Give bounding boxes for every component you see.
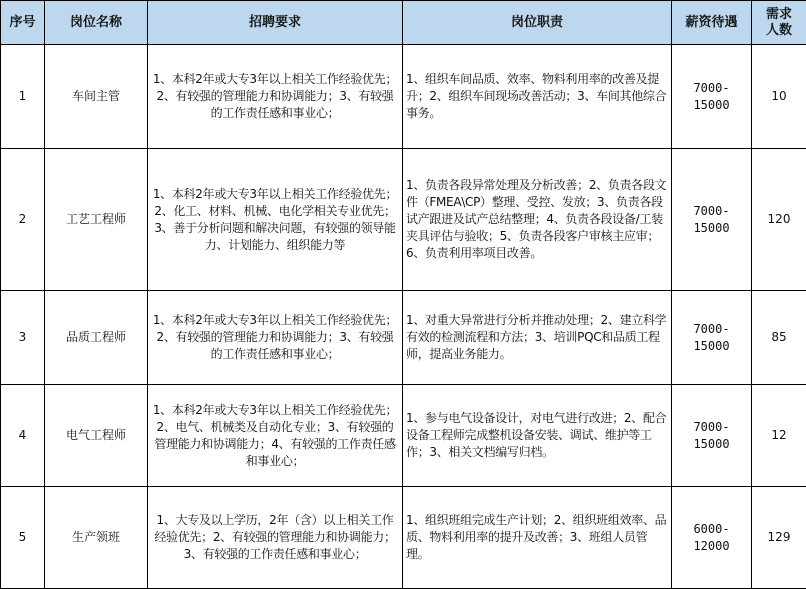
cell-title: 车间主管	[45, 45, 148, 149]
header-title: 岗位名称	[45, 1, 148, 45]
table-body	[1, 45, 806, 589]
salary-min: 7000-	[693, 419, 730, 434]
header-salary: 薪资待遇	[672, 1, 752, 45]
cell-salary	[672, 487, 752, 589]
cell-requirements: 1、本科2年或大专3年以上相关工作经验优先；2、有较强的管理能力和协调能力；3、有较强的工作责任感和事业心；	[148, 45, 403, 149]
table-row	[1, 385, 806, 487]
header-duties: 岗位职责	[403, 1, 672, 45]
cell-title: 工艺工程师	[45, 149, 148, 291]
cell-requirements: 1、本科2年或大专3年以上相关工作经验优先；2、化工、材料、机械、电化学相关专业优先；3、善于分析问题和解决问题，有较强的领导能力、计划能力、组织能力等	[148, 149, 403, 291]
table-row	[1, 45, 806, 149]
header-count-line2: 人数	[765, 22, 792, 38]
salary-max: 15000	[693, 338, 730, 353]
cell-duties: 1、组织班组完成生产计划；2、组织班组效率、品质、物料利用率的提升及改善；3、班组人员管理。	[403, 487, 672, 589]
cell-no: 3	[1, 291, 45, 385]
table-header	[1, 1, 806, 45]
salary-max: 12000	[693, 538, 730, 553]
cell-salary	[672, 291, 752, 385]
table-row	[1, 487, 806, 589]
table-row	[1, 149, 806, 291]
salary-min: 7000-	[693, 203, 730, 218]
cell-no: 1	[1, 45, 45, 149]
salary-max: 15000	[693, 220, 730, 235]
cell-title: 品质工程师	[45, 291, 148, 385]
salary-min: 7000-	[693, 321, 730, 336]
salary-max: 15000	[693, 97, 730, 112]
header-requirements: 招聘要求	[148, 1, 403, 45]
cell-duties: 1、组织车间品质、效率、物料利用率的改善及提升；2、组织车间现场改善活动；3、车间其他综合事务。	[403, 45, 672, 149]
cell-no: 2	[1, 149, 45, 291]
cell-count: 120	[752, 149, 806, 291]
cell-requirements: 1、本科2年或大专3年以上相关工作经验优先；2、电气、机械类及自动化专业；3、有较强的管理能力和协调能力；4、有较强的工作责任感和事业心；	[148, 385, 403, 487]
cell-salary	[672, 45, 752, 149]
cell-title: 生产领班	[45, 487, 148, 589]
cell-salary	[672, 149, 752, 291]
cell-requirements: 1、本科2年或大专3年以上相关工作经验优先；2、有较强的管理能力和协调能力；3、有较强的工作责任感和事业心；	[148, 291, 403, 385]
salary-max: 15000	[693, 436, 730, 451]
table-row	[1, 291, 806, 385]
cell-count: 85	[752, 291, 806, 385]
cell-requirements: 1、大专及以上学历，2年（含）以上相关工作经验优先；2、有较强的管理能力和协调能力；3、有较强的工作责任感和事业心；	[148, 487, 403, 589]
cell-no: 4	[1, 385, 45, 487]
cell-count: 12	[752, 385, 806, 487]
cell-salary	[672, 385, 752, 487]
cell-duties: 1、参与电气设备设计，对电气进行改进；2、配合设备工程师完成整机设备安装、调试、维护等工作；3、相关文档编写归档。	[403, 385, 672, 487]
header-row	[1, 1, 806, 45]
cell-no: 5	[1, 487, 45, 589]
header-count-line1: 需求	[765, 6, 792, 22]
header-no: 序号	[1, 1, 45, 45]
cell-count: 10	[752, 45, 806, 149]
cell-count: 129	[752, 487, 806, 589]
salary-min: 6000-	[693, 521, 730, 536]
cell-title: 电气工程师	[45, 385, 148, 487]
salary-min: 7000-	[693, 80, 730, 95]
header-count	[752, 1, 806, 45]
cell-duties: 1、负责各段异常处理及分析改善；2、负责各段文件（FMEA\CP）整理、受控、发放；3、负责各段试产跟进及试产总结整理；4、负责各段设备/工装夹具评估与验收；5、负责各段客户审核主应审；6、负责利用率项目改善。	[403, 149, 672, 291]
cell-duties: 1、对重大异常进行分析并推动处理；2、建立科学有效的检测流程和方法；3、培训PQC和品质工程师，提高业务能力。	[403, 291, 672, 385]
